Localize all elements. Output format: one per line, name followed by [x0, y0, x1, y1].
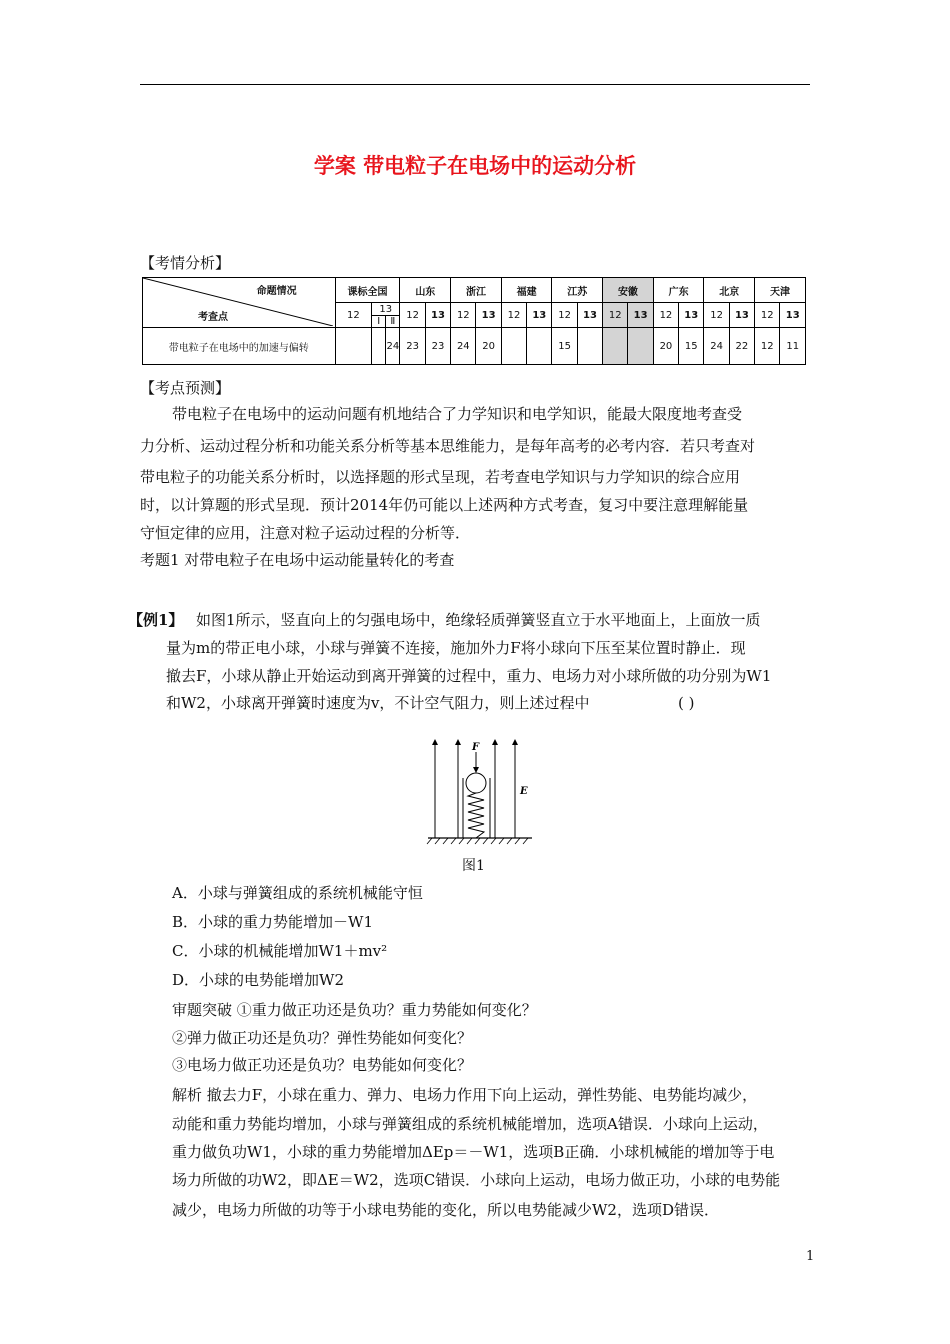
example-label: 【例1】 [128, 611, 184, 629]
year-cell: 12 [400, 303, 425, 328]
year-cell: 13 [780, 303, 806, 328]
year-cell: 12 [653, 303, 678, 328]
table-cell [527, 328, 552, 365]
diagonal-line [143, 278, 333, 326]
solution-line: 动能和重力势能均增加，小球与弹簧组成的系统机械能增加，选项A错误．小球向上运动， [172, 1115, 768, 1133]
table-cell: 11 [780, 328, 806, 365]
year-cell: 13 [425, 303, 450, 328]
paragraph-line: 力分析、运动过程分析和功能关系分析等基本思维能力，是每年高考的必考内容．若只考查对 [140, 437, 756, 455]
region-header: 北京 [704, 278, 755, 303]
topic-heading: 考题1 对带电粒子在电场中运动能量转化的考查 [140, 551, 455, 569]
ground-hatching [427, 838, 528, 844]
table-cell: 24 [451, 328, 476, 365]
table-cell: 20 [653, 328, 678, 365]
table-cell: 20 [476, 328, 501, 365]
example-line: 撤去F，小球从静止开始运动到离开弹簧的过程中，重力、电场力对小球所做的功分别为W1 [166, 667, 772, 685]
year-cell: 13 [679, 303, 704, 328]
table-cell [372, 328, 386, 365]
example-line: 量为m的带正电小球，小球与弹簧不连接，施加外力F将小球向下压至某位置时静止．现 [166, 639, 746, 657]
header-bottom-label: 考查点 [198, 312, 228, 323]
option-d: D．小球的电势能增加W2 [172, 971, 344, 989]
table-diagonal-header [143, 278, 336, 328]
section-heading-prediction: 【考点预测】 [140, 379, 231, 397]
year-cell: 12 [335, 303, 371, 328]
table-cell [335, 328, 371, 365]
region-header: 安徽 [603, 278, 654, 303]
table-cell: 15 [552, 328, 577, 365]
solution-line: 重力做负功W1，小球的重力势能增加ΔEp＝－W1，选项B正确．小球机械能的增加等于电 [172, 1143, 775, 1161]
region-header: 福建 [501, 278, 552, 303]
solution-line: 减少，电场力所做的功等于小球电势能的变化，所以电势能减少W2，选项D错误． [172, 1201, 719, 1219]
page-title: 学案 带电粒子在电场中的运动分析 [313, 154, 637, 178]
year-cell: 13 [527, 303, 552, 328]
year-cell: 12 [552, 303, 577, 328]
section-heading-analysis: 【考情分析】 [140, 254, 231, 272]
figure-caption: 图1 [462, 858, 485, 874]
year-cell: 13 [476, 303, 501, 328]
year-cell: 12 [755, 303, 780, 328]
analysis-hint: ②弹力做正功还是负功？弹性势能如何变化？ [172, 1029, 473, 1047]
exam-analysis-table [142, 277, 806, 365]
paper-I-label: Ⅰ [372, 316, 386, 327]
analysis-hint: 审题突破 ①重力做正功还是负功？重力势能如何变化？ [172, 1001, 537, 1019]
table-cell: 15 [679, 328, 704, 365]
region-header: 浙江 [451, 278, 502, 303]
spring [468, 793, 484, 838]
option-a: A．小球与弹簧组成的系统机械能守恒 [172, 884, 423, 902]
answer-bracket: ( ) [678, 694, 695, 712]
table-cell: 24 [704, 328, 729, 365]
option-c: C．小球的机械能增加W1＋mv² [172, 942, 388, 960]
solution-line: 场力所做的功W2，即ΔE＝W2，选项C错误．小球向上运动，电场力做正功，小球的电势能 [172, 1171, 781, 1189]
table-cell: 24 [386, 328, 400, 365]
table-cell: 22 [729, 328, 754, 365]
region-header: 广东 [653, 278, 704, 303]
paragraph-line: 带电粒子在电场中的运动问题有机地结合了力学知识和电学知识，能最大限度地考查受 [172, 405, 743, 423]
header-rule [140, 84, 810, 85]
force-label: F [472, 742, 480, 753]
table-cell [501, 328, 526, 365]
example-line: 如图1所示，竖直向上的匀强电场中，绝缘轻质弹簧竖直立于水平地面上，上面放一质 [196, 611, 761, 629]
year-cell: 13 [577, 303, 602, 328]
ball [466, 773, 486, 793]
option-b: B．小球的重力势能增加－W1 [172, 913, 373, 931]
region-header: 天津 [755, 278, 806, 303]
region-header: 课标全国 [335, 278, 400, 303]
page-number: 1 [806, 1249, 815, 1264]
year-cell: 12 [603, 303, 628, 328]
example-line: 和W2，小球离开弹簧时速度为v，不计空气阻力，则上述过程中 [166, 694, 590, 712]
table-cell: 23 [425, 328, 450, 365]
year-cell: 13 [628, 303, 653, 328]
year-cell: 12 [704, 303, 729, 328]
table-cell: 12 [755, 328, 780, 365]
year-cell: 13 [372, 304, 399, 316]
analysis-hint: ③电场力做正功还是负功？电势能如何变化？ [172, 1056, 473, 1074]
table-cell [603, 328, 628, 365]
year-cell-split [372, 303, 400, 328]
paper-II-label: Ⅱ [390, 315, 396, 327]
table-cell [577, 328, 602, 365]
paragraph-line: 带电粒子的功能关系分析时，以选择题的形式呈现，若考查电学知识与力学知识的综合应用 [140, 468, 741, 486]
field-label: E [520, 786, 528, 797]
table-cell: 23 [400, 328, 425, 365]
header-top-label: 命题情况 [256, 286, 297, 297]
region-header: 山东 [400, 278, 451, 303]
year-cell: 12 [451, 303, 476, 328]
solution-line: 解析 撤去力F，小球在重力、弹力、电场力作用下向上运动，弹性势能、电势能均减少， [172, 1086, 758, 1104]
table-cell [628, 328, 653, 365]
year-cell: 13 [729, 303, 754, 328]
year-cell: 12 [501, 303, 526, 328]
paragraph-line: 时，以计算题的形式呈现．预计2014年仍可能以上述两种方式考查，复习中要注意理解能量 [140, 496, 749, 514]
figure-spring-ball-field [420, 738, 540, 848]
region-header: 江苏 [552, 278, 603, 303]
paragraph-line: 守恒定律的应用，注意对粒子运动过程的分析等． [140, 524, 471, 542]
row-label: 带电粒子在电场中的加速与偏转 [143, 328, 336, 365]
